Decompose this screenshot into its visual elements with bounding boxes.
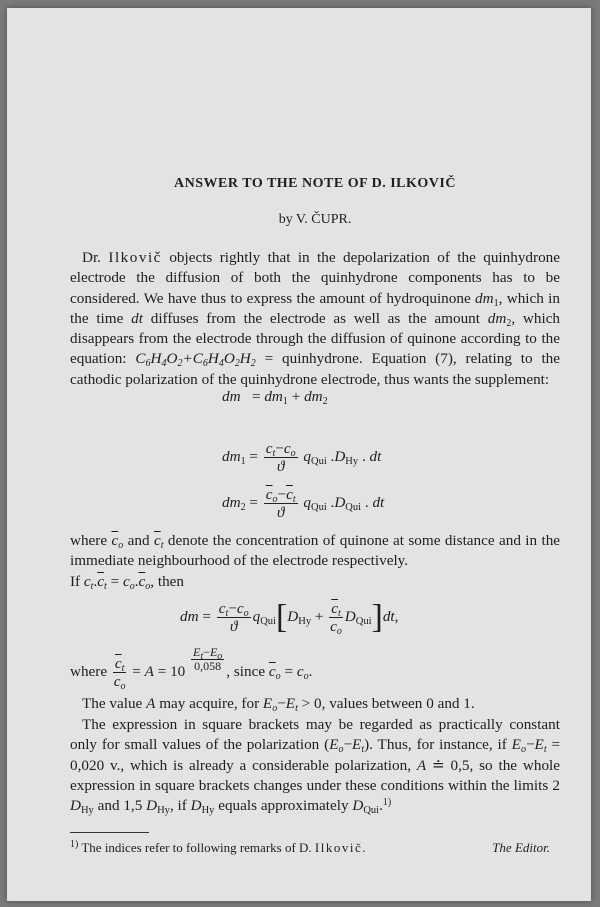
page-sheet: [7, 8, 591, 901]
equation-A: where $\frac{\overline{c}_t}{c_o}$ = A = 10 $\frac{E_t-E_o}{0,058}$ , since $\overline{c}_o = c_o$.: [70, 645, 313, 693]
equation-dm1: $dm_1$ = $\frac{c_t-c_o}{ϑ}$ $q_{Qui}$ $.D_{Hy}$ . dt: [222, 440, 382, 475]
footnote: $^{1)}$ The indices refer to following remarks of D. Ilkovič. The Editor.: [70, 839, 550, 855]
equation-dm: dm = $dm_1 + dm_2$: [222, 388, 328, 407]
equation-dm2: $dm_2$ = $\frac{\overline{c}_o-\overline{c}_t}{ϑ}$ $q_{Qui}$ $.D_{Qui}$ . dt: [222, 486, 385, 521]
chemical-equation: $C_6H_4O_2+C_6H_4O_2H_2$: [135, 350, 256, 370]
article-byline: by V. ČUPR.: [278, 212, 352, 227]
paragraph-3: The value A may acquire, for $E_o-E_t > 0$, values between 0 and 1.: [82, 695, 475, 714]
paragraph-1: Dr. Ilkovič objects rightly that in the depolarization of the quinhydrone electrode the diffusion of both the quinhydrone components has to be considered. We have thus to express the amount of hydroquinone $dm_1$, which in the time dt diffuses from the electrode as well as the amount $dm_2$, which disappears from the electrode through the diffusion of quinone according to the equation: $C_6H_4O_2+C_6H_4O_2H_2$ = quinhydrone. Equation (7), relating to the cathodic polarization of the quinhydrone electrode, thus wants the supplement:: [70, 249, 561, 388]
article-title: ANSWER TO THE NOTE OF D. ILKOVIČ: [174, 176, 456, 191]
footnote-rule: [70, 832, 149, 833]
paragraph-4: The expression in square brackets may be regarded as practically constant only for small values of the polarization $(E_o-E_t)$. Thus, for instance, if $E_o-E_t = 0,020$ v., which is already a considerable polarization, A ≐ 0,5, so the whole expression in square brackets changes under these conditions within the limits 2 $D_{Hy}$ and 1,5 $D_{Hy}$, if $D_{Hy}$ equals approximately $D_{Qui}.^{1)}$: [70, 716, 561, 817]
paragraph-2: where $\overline{c}_o$ and $\overline{c}_t$ denote the concentration of quinone at some distance and in the immediate neighbourhood of the electrode respectively. If $c_t.\overline{c}_t = c_o.\overline{c}_o$, then: [70, 532, 561, 592]
equation-dm-total: dm = $\frac{c_t-c_o}{ϑ}$ $q_{Qui}[D_{Hy}$ + $\frac{\overline{c}_t}{c_o}$ $D_{Qui}]dt$,: [180, 598, 399, 637]
footnote-editor: The Editor.: [492, 840, 550, 855]
